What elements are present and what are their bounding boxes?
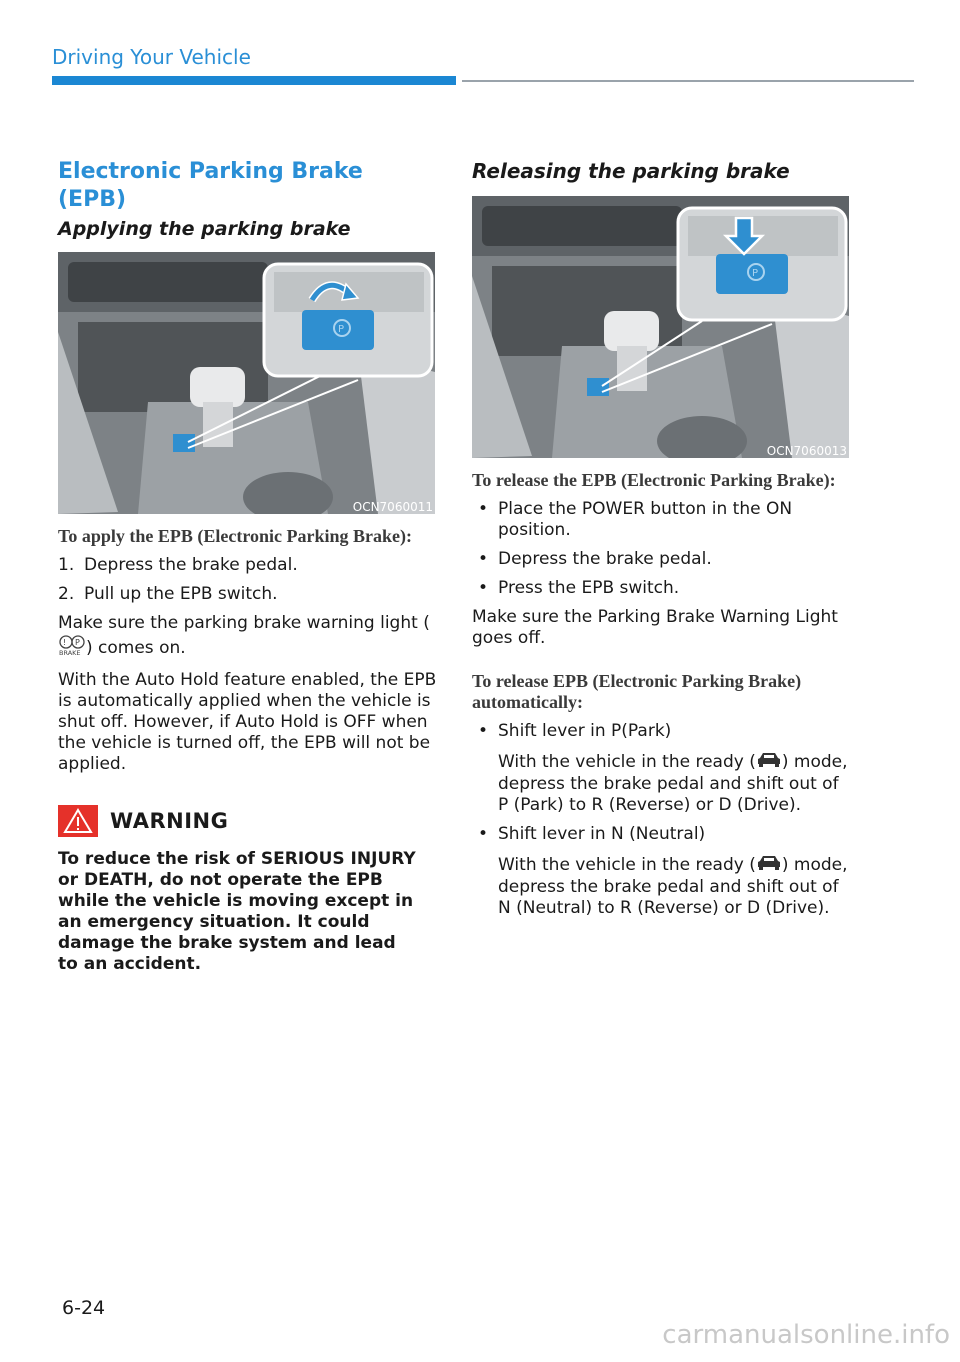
warning-light-para: Make sure the parking brake warning light ( ! P BRAKE ) comes on. [58, 613, 438, 662]
auto-release-heading: To release EPB (Electronic Parking Brake) automatically: [472, 671, 802, 712]
figure-apply-epb [58, 252, 435, 514]
warning-text: To reduce the risk of SERIOUS INJURY or DEATH, do not operate the EPB while the vehicle is moving except in an emergency situation. It could damage the brake system and lead to an accident. [58, 849, 416, 974]
step-item: 2. Pull up the EPB switch. [58, 584, 278, 604]
warning-header [58, 805, 438, 837]
page-number: 6-24 [62, 1297, 106, 1319]
ready-car-icon [756, 750, 782, 774]
release-bullets [472, 499, 852, 599]
console-illustration-release [472, 196, 849, 458]
warning-label: WARNING [110, 809, 229, 833]
svg-text:BRAKE: BRAKE [59, 649, 81, 656]
watermark: carmanualsonline.info [662, 1320, 950, 1350]
apply-steps [58, 555, 438, 605]
right-column [472, 158, 852, 927]
bullet-item: • Press the EPB switch. [478, 578, 680, 598]
ready-car-icon [756, 853, 782, 877]
svg-text:P: P [752, 268, 759, 279]
auto-bullet-park [472, 721, 852, 742]
svg-text:!: ! [63, 638, 67, 647]
section-title: Electronic Parking Brake (EPB) [58, 159, 363, 212]
auto-para-neutral: With the vehicle in the ready ( ) mode, depress the brake pedal and shift out of N (Neutral) to R (Reverse) or D (Drive). [498, 855, 848, 918]
auto-para-park: With the vehicle in the ready ( ) mode, depress the brake pedal and shift out of P (Park) to R (Reverse) or D (Drive). [498, 752, 848, 815]
subsection-releasing: Releasing the parking brake [472, 159, 790, 183]
step-item: 1. Depress the brake pedal. [58, 555, 298, 575]
figure-code: OCN7060011 [352, 500, 433, 514]
svg-text:P: P [338, 324, 345, 335]
svg-text:P: P [75, 638, 80, 647]
auto-bullet-neutral [472, 824, 852, 845]
figure-code: OCN7060013 [766, 444, 847, 458]
running-header: Driving Your Vehicle [52, 45, 251, 69]
brake-warning-icon [58, 634, 86, 662]
left-column [58, 158, 438, 975]
bullet-item: • Depress the brake pedal. [478, 549, 712, 569]
goes-off-para: Make sure the Parking Brake Warning Light goes off. [472, 607, 838, 648]
header-rule [462, 80, 914, 82]
bullet-item: • Shift lever in N (Neutral) [478, 824, 706, 844]
bullet-item: • Place the POWER button in the ON position. [478, 499, 793, 540]
console-illustration-apply [58, 252, 435, 514]
apply-heading: To apply the EPB (Electronic Parking Brake): [58, 526, 413, 546]
figure-release-epb [472, 196, 849, 458]
bullet-item: • Shift lever in P(Park) [478, 721, 672, 741]
release-heading: To release the EPB (Electronic Parking Brake): [472, 470, 836, 490]
auto-hold-para: With the Auto Hold feature enabled, the EPB is automatically applied when the vehicle is shut off. However, if Auto Hold is OFF when the vehicle is turned off, the EPB will not be applied. [58, 670, 437, 774]
header-accent-bar [52, 76, 456, 85]
warning-triangle-icon [58, 805, 98, 837]
subsection-applying: Applying the parking brake [58, 218, 351, 240]
